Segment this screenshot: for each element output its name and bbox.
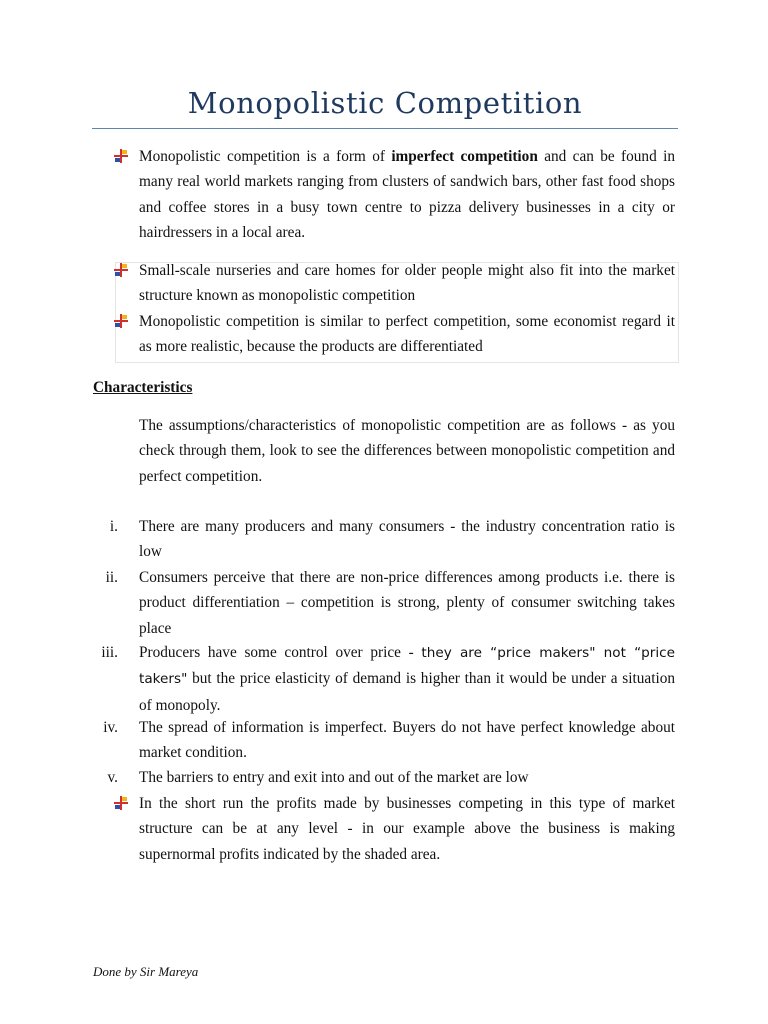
list-item-2: Consumers perceive that there are non-price differences among products i.e. there is product differentiation – competition is strong, plenty of consumer switching takes place — [139, 569, 675, 637]
list-numeral: iv. — [103, 719, 118, 736]
list-item-5: The barriers to entry and exit into and out of the market are low — [139, 769, 529, 786]
list-item-3-post: but the price elasticity of demand is higher than it would be under a situation of monopoly. — [139, 670, 675, 714]
bullet-1-text-post: and can be found in many real world markets ranging from clusters of sandwich bars, other fast food shops and coffee stores in a busy town centre to pizza delivery businesses in a city or hairdressers in a local area. — [139, 148, 675, 241]
bullet-1-bold-term: imperfect competition — [391, 148, 538, 165]
bullet-paragraph-2: Small-scale nurseries and care homes for older people might also fit into the market structure known as monopolistic competition — [139, 262, 675, 305]
arrow-bullet-icon — [114, 149, 128, 163]
arrow-bullet-icon — [114, 314, 128, 328]
list-item-4: The spread of information is imperfect. Buyers do not have perfect knowledge about market condition. — [139, 719, 675, 762]
list-item-3-pre: Producers have some control over price - — [139, 644, 422, 661]
arrow-bullet-icon — [114, 263, 128, 277]
list-item-3 — [139, 640, 675, 718]
characteristics-intro: The assumptions/characteristics of monopolistic competition are as follows - as you check through them, look to see the differences between monopolistic competition and perfect competition. — [139, 417, 675, 485]
footer-credit: Done by Sir Mareya — [93, 964, 199, 979]
list-item-1: There are many producers and many consumers - the industry concentration ratio is low — [139, 518, 675, 561]
title-underline-rule — [92, 128, 678, 129]
section-heading: Characteristics — [93, 379, 193, 396]
page-title: Monopolistic Competition — [187, 86, 583, 120]
list-item-3-quote: they are “price makers" not “price takers" — [139, 645, 675, 688]
bullet-1-text-pre: Monopolistic competition is a form of — [139, 148, 392, 165]
final-bullet-paragraph: In the short run the profits made by businesses competing in this type of market structure can be at any level - in our example above the business is making supernormal profits indicated by the shaded area. — [139, 795, 675, 863]
list-numeral: iii. — [101, 644, 118, 661]
list-numeral: i. — [109, 518, 118, 535]
bullet-paragraph-3: Monopolistic competition is similar to perfect competition, some economist regard it as more realistic, because the products are differentiated — [139, 313, 675, 356]
list-numeral: ii. — [105, 569, 118, 586]
bullet-paragraph-1 — [139, 144, 675, 245]
arrow-bullet-icon — [114, 796, 128, 810]
list-numeral: v. — [107, 769, 118, 786]
